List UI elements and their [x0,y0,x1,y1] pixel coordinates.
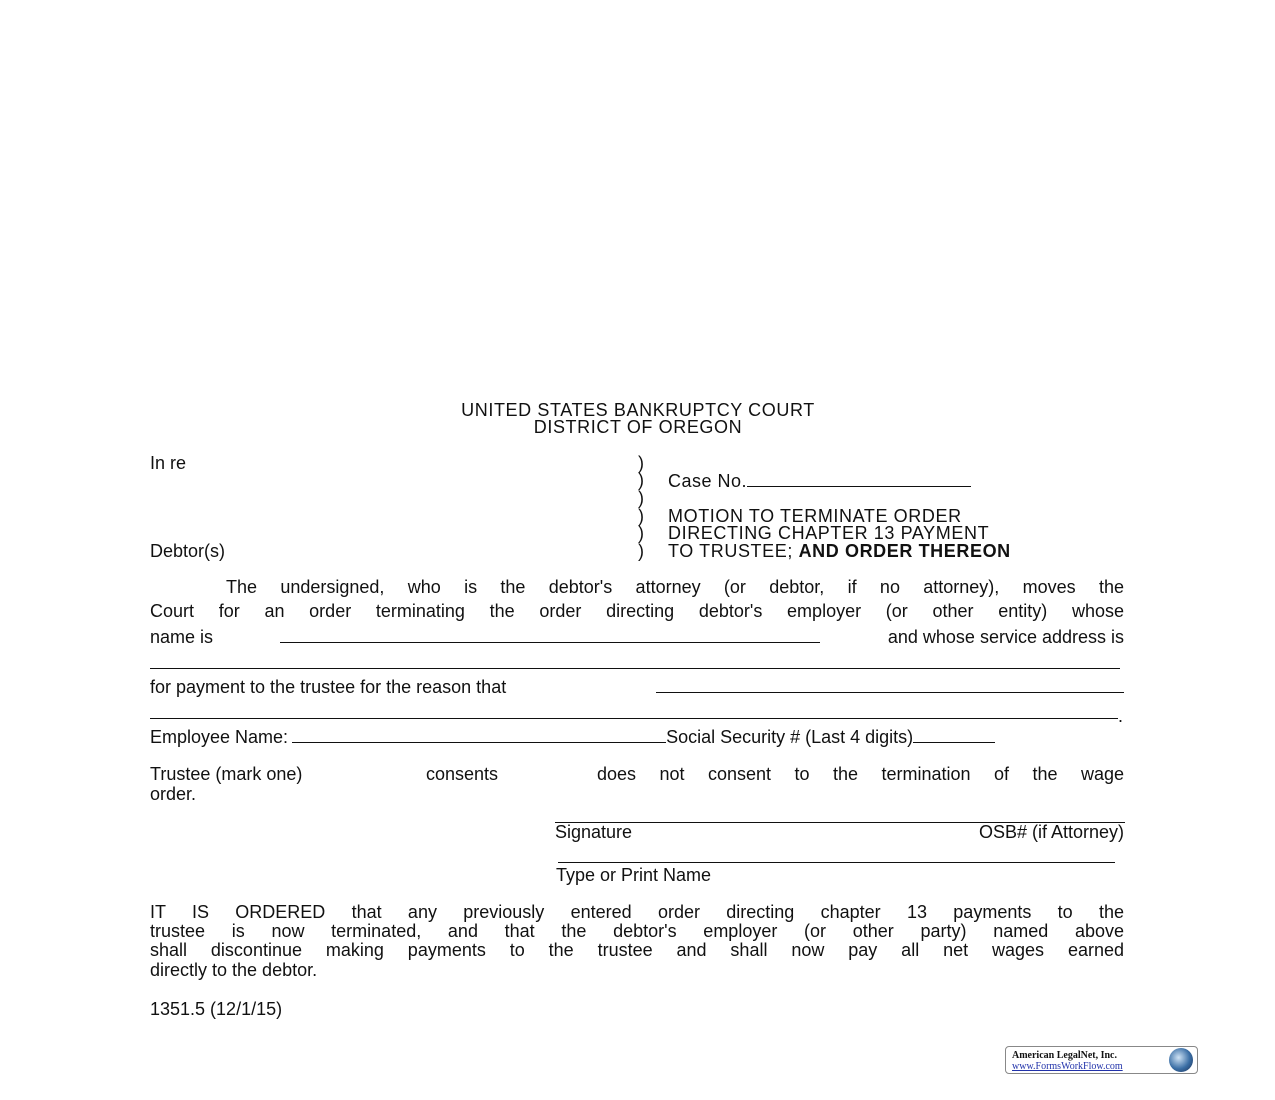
reason-row [150,676,1124,697]
trustee-label: Trustee (mark one) [150,764,303,784]
order-text-line: IT IS ORDERED that any previously entered order directing chapter 13 payments to the [150,902,1124,922]
trustee-cont: order. [150,784,197,804]
case-no-label: Case No. [668,471,748,491]
paren: ) [638,453,644,473]
motion-text-line: The undersigned, who is the debtor's attorney (or debtor, if no attorney), moves the [226,577,1124,597]
logo-url[interactable]: www.FormsWorkFlow.com [1012,1061,1123,1072]
employer-name-row [150,626,1124,647]
employee-row [150,726,995,747]
form-number: 1351.5 (12/1/15) [150,999,283,1019]
reason-field-cont[interactable] [150,718,1118,719]
address-field[interactable] [150,668,1120,669]
debtors-label: Debtor(s) [150,541,226,561]
order-text-line: shall discontinue making payments to the trustee and shall now pay all net wages earned [150,940,1124,960]
reason-label: for payment to the trustee for the reason that [150,677,507,697]
order-text-line: trustee is now terminated, and that the debtor's employer (or other party) named above [150,921,1124,941]
name-label: name is [150,627,214,647]
motion-title-bold: AND ORDER THEREON [798,541,1011,561]
address-label: and whose service address is [887,627,1124,647]
paren: ) [638,541,644,561]
motion-title-line: TO TRUSTEE; AND ORDER THEREON [668,541,1011,561]
district-name: DISTRICT OF OREGON [533,417,743,437]
globe-icon [1169,1048,1193,1072]
american-legalnet-logo[interactable] [1005,1046,1198,1074]
court-name: UNITED STATES BANKRUPTCY COURT [461,400,815,420]
paren: ) [638,523,644,543]
logo-company: American LegalNet, Inc. [1012,1050,1117,1061]
order-text-line: directly to the debtor. [150,960,318,980]
paren: ) [638,506,644,526]
consents-option[interactable]: consents [426,764,499,784]
paren: ) [638,488,644,508]
motion-text-line: Court for an order terminating the order directing debtor's employer (or other entity) whose [150,601,1124,621]
employee-name-field[interactable] [292,726,666,743]
osb-label: OSB# (if Attorney) [978,822,1124,842]
ssn-label: Social Security # (Last 4 digits) [666,727,914,747]
print-name-label: Type or Print Name [556,865,712,885]
in-re-label: In re [150,453,187,473]
reason-field[interactable] [656,676,1124,693]
employee-name-label: Employee Name: [150,727,289,747]
paren: ) [638,470,644,490]
ssn-field[interactable] [913,726,995,743]
does-not-consent-option[interactable]: does not consent to the termination of the wage [597,764,1124,784]
motion-title-line: MOTION TO TERMINATE ORDER [668,506,962,526]
period: . [1118,706,1124,726]
employer-name-field[interactable] [280,626,820,643]
case-number-field[interactable] [668,470,971,491]
signature-label: Signature [555,822,633,842]
print-name-line[interactable] [558,862,1115,863]
motion-title-line: DIRECTING CHAPTER 13 PAYMENT [668,523,990,543]
